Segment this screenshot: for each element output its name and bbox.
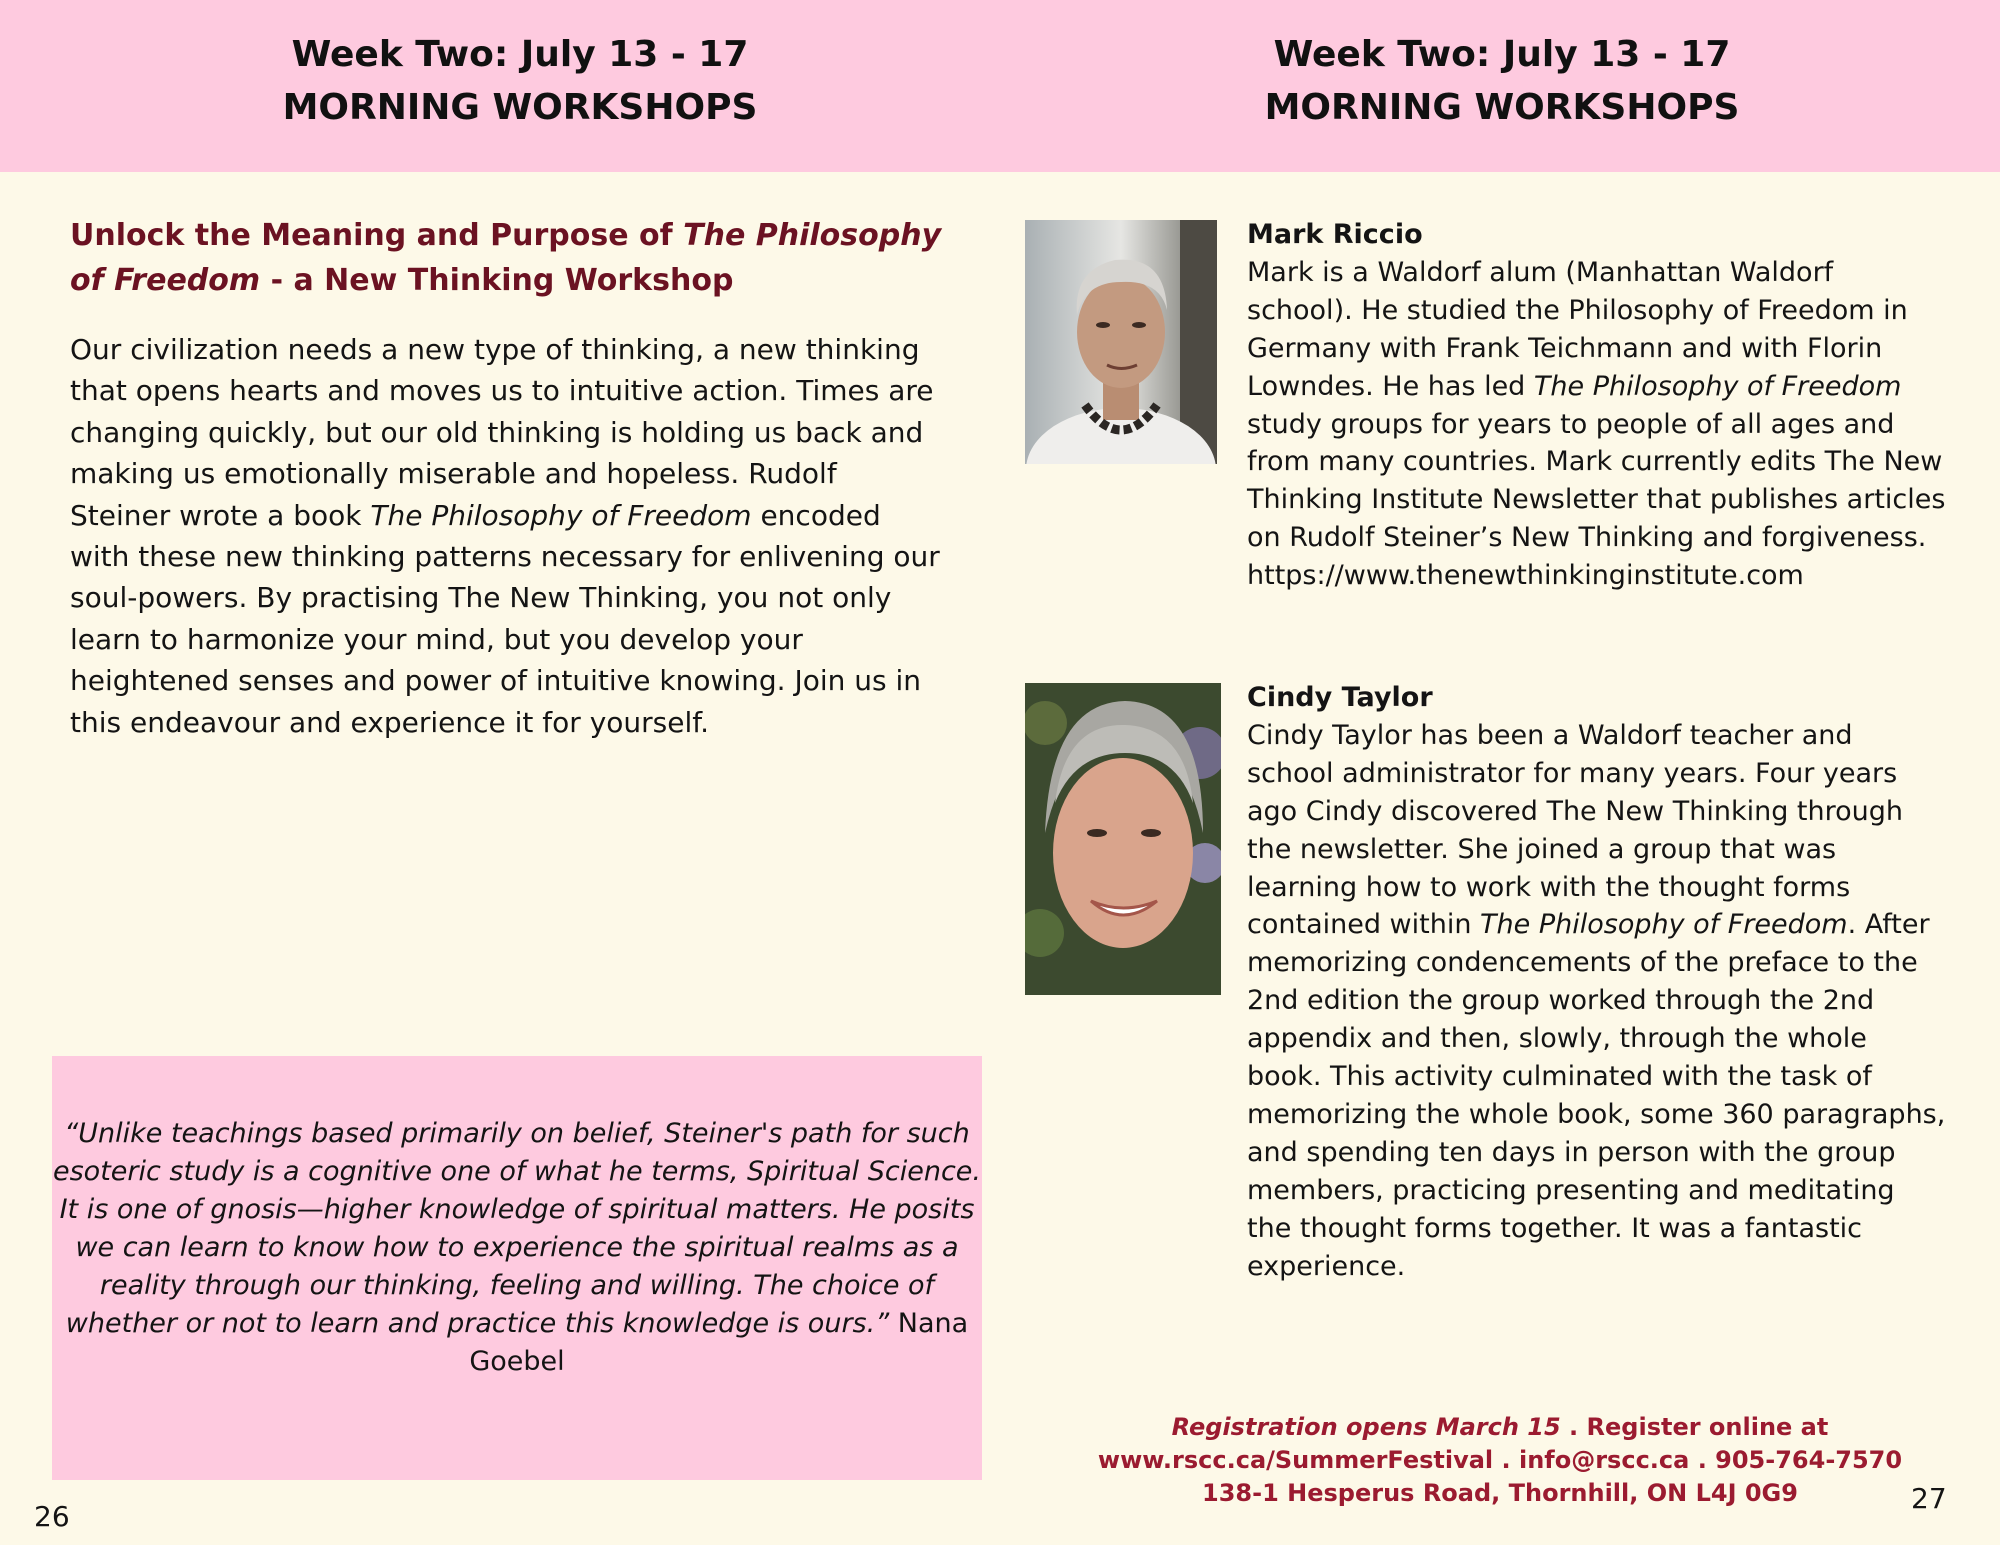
workshop-title-end: - a New Thinking Workshop: [260, 263, 734, 298]
bio-text-2: study groups for years to people of all ages and from many countries. Mark currently edits The New Thinking Institute Newsletter that publishes articles on Rudolf Steiner’s New Thinking and forgiveness.: [1247, 408, 1946, 554]
left-week-heading: Week Two: July 13 - 17: [291, 34, 749, 75]
page-header: [0, 0, 2000, 172]
workshop-title-book: The Philosophy of Freedom: [70, 218, 942, 298]
registration-footer: [1080, 1411, 1920, 1510]
description-book-title: The Philosophy of Freedom: [370, 498, 752, 532]
quote-close-mark: ”: [875, 1308, 890, 1339]
description-text-1: Our civilization needs a new type of thinking, a new thinking that opens hearts and moves us to intuitive action. Times are changing quickly, but our old thinking is holding us back and making us emotionally miserable and hopeless. Rudolf Steiner wrote a book: [70, 333, 934, 532]
contact-info[interactable]: www.rscc.ca/SummerFestival . info@rscc.ca . 905-764-7570: [1097, 1446, 1903, 1474]
bio-text-1: Mark is a Waldorf alum (Manhattan Waldorf school). He studied the Philosophy of Freedom in Germany with Frank Teichmann and with Florin Lowndes. He has led: [1247, 256, 1908, 402]
bio-book-title: The Philosophy of Freedom: [1533, 370, 1902, 402]
right-page-number: 27: [1911, 1482, 1947, 1515]
presenter-name: Cindy Taylor: [1247, 682, 1433, 713]
cindy-taylor-photo: [1025, 683, 1221, 995]
address: 138-1 Hesperus Road, Thornhill, ON L4J 0G9: [1202, 1479, 1798, 1507]
left-page-number: 26: [34, 1500, 70, 1533]
mark-riccio-photo: [1025, 220, 1217, 464]
registration-date: Registration opens March 15: [1171, 1413, 1561, 1441]
right-section-heading: MORNING WORKSHOPS: [1264, 87, 1740, 128]
bio-book-title: The Philosophy of Freedom: [1480, 909, 1848, 941]
bio-text-2: . After memorizing condencements of the preface to the 2nd edition the group worked through the 2nd appendix and then, slowly, through the whole book. This activity culminated with the task of memorizing the whole book, some 360 paragraphs, and spending ten days in person with the group members, practicing presenting and meditating the thought forms together. It was a fantastic experience.: [1247, 909, 1946, 1282]
workshop-description: [70, 329, 940, 743]
right-header: [1002, 28, 2000, 134]
mark-riccio-bio: [1247, 216, 1947, 595]
quote-open-mark: “: [64, 1118, 79, 1149]
presenter-name: Mark Riccio: [1247, 219, 1423, 250]
presenter-website-link[interactable]: https://www.thenewthinkinginstitute.com: [1247, 560, 1804, 592]
left-header: [20, 28, 1020, 134]
workshop-title: [70, 213, 970, 303]
right-week-heading: Week Two: July 13 - 17: [1273, 34, 1731, 75]
quote: [52, 1115, 982, 1381]
quote-box: [52, 1056, 982, 1480]
left-section-heading: MORNING WORKSHOPS: [282, 87, 758, 128]
cindy-taylor-bio: [1247, 679, 1947, 1286]
quote-text: Unlike teachings based primarily on belief, Steiner's path for such esoteric study is a cognitive one of what he terms, Spiritual Science. It is one of gnosis—higher knowledge of spiritual matters. He posits we can learn to know how to experience the spiritual realms as a reality through our thinking, feeling and willing. The choice of whether or not to learn and practice this knowledge is ours.: [53, 1118, 981, 1339]
description-text-2: encoded with these new thinking patterns necessary for enlivening our soul-powers. By practising The New Thinking, you not only learn to harmonize your mind, but you develop your heightened senses and power of intuitive knowing. Join us in this endeavour and experience it for yourself.: [70, 498, 940, 739]
bio-text-1: Cindy Taylor has been a Waldorf teacher and school administrator for many years. Four years ago Cindy discovered The New Thinking through the newsletter. She joined a group that was learning how to work with the thought forms contained within: [1247, 719, 1904, 941]
quote-author: Nana Goebel: [469, 1308, 969, 1377]
workshop-title-start: Unlock the Meaning and Purpose of: [70, 218, 684, 253]
registration-text: . Register online at: [1560, 1413, 1829, 1441]
